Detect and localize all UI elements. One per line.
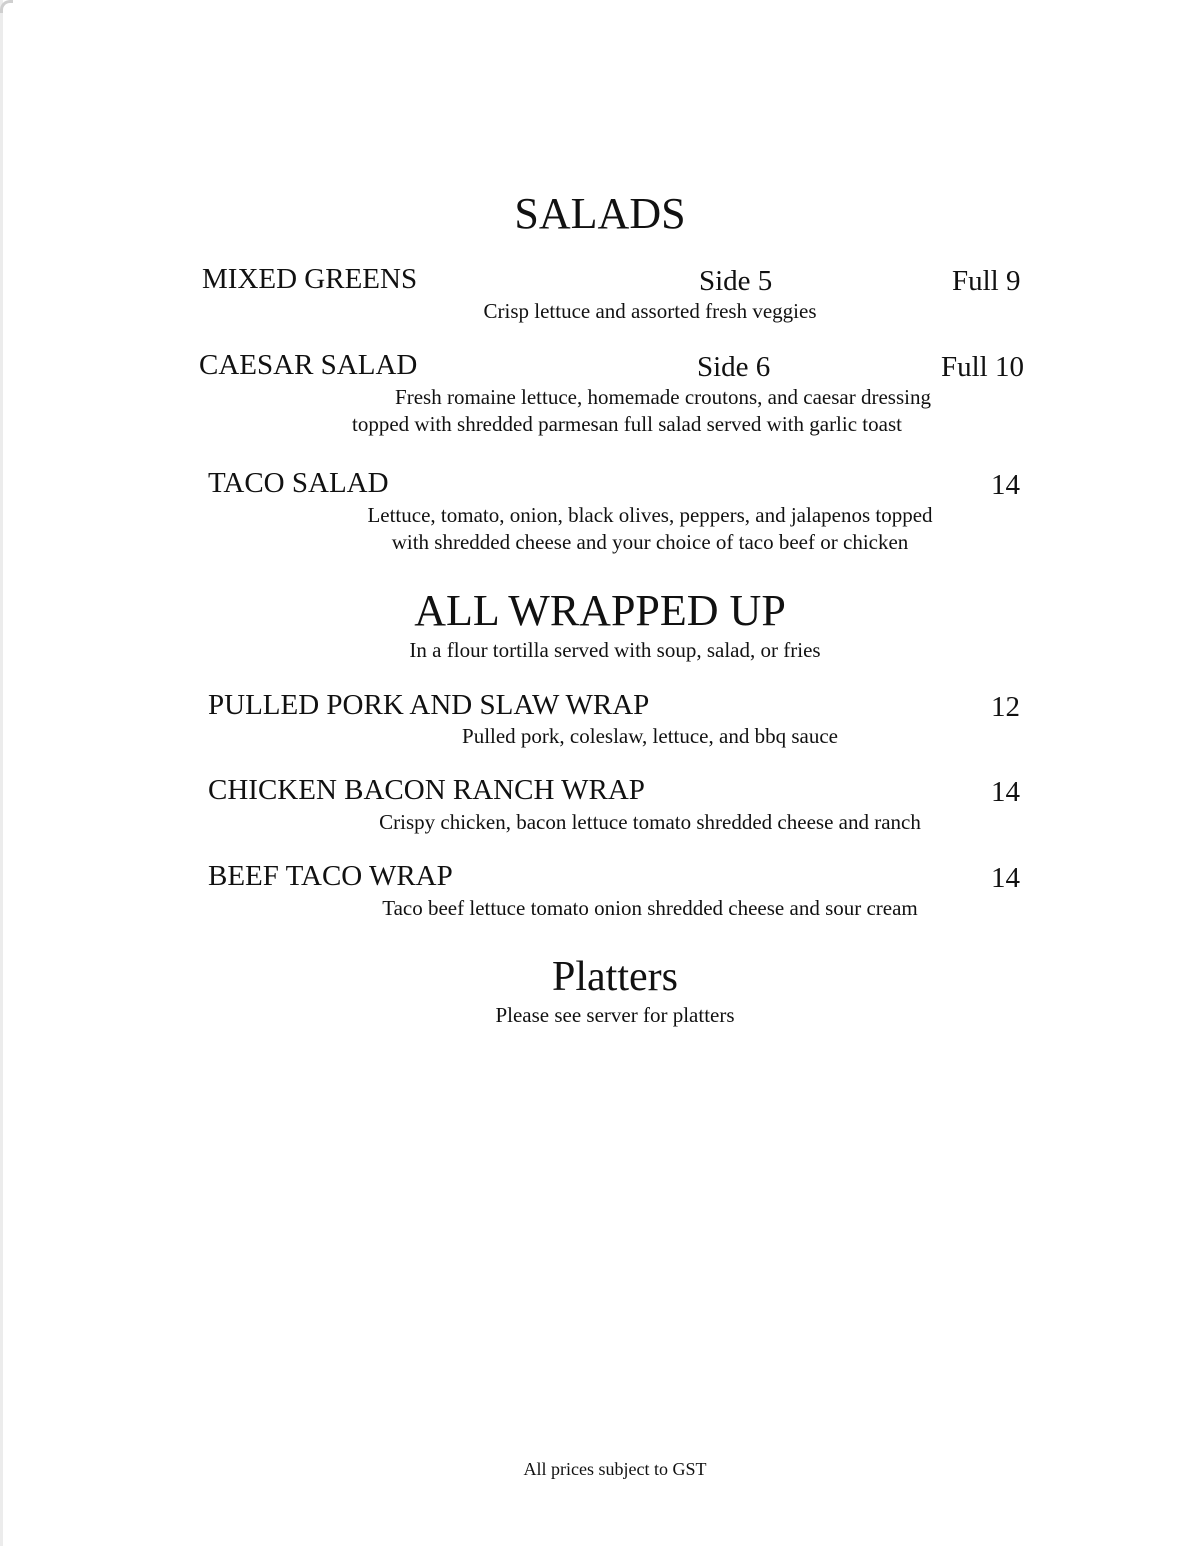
menu-item-name: CHICKEN BACON RANCH WRAP: [208, 774, 645, 806]
menu-item-description: Pulled pork, coleslaw, lettuce, and bbq sauce: [462, 724, 838, 748]
menu-item-price: 14: [991, 862, 1020, 894]
menu-item-name: BEEF TACO WRAP: [208, 860, 453, 892]
footer-note: All prices subject to GST: [523, 1459, 707, 1479]
section-subtitle-wraps: In a flour tortilla served with soup, salad, or fries: [409, 638, 821, 662]
section-title-platters: Platters: [552, 954, 678, 1000]
menu-item-description: Crisp lettuce and assorted fresh veggies: [483, 299, 817, 323]
menu-item-full-price: Full 9: [952, 265, 1021, 297]
menu-item-name: MIXED GREENS: [202, 263, 418, 295]
menu-item-price: 12: [991, 691, 1020, 723]
menu-item-side-price: Side 6: [697, 351, 771, 383]
menu-item-description: topped with shredded parmesan full salad served with garlic toast: [352, 412, 902, 436]
menu-item-price: 14: [991, 776, 1020, 808]
menu-item-description: with shredded cheese and your choice of taco beef or chicken: [391, 530, 909, 554]
menu-item-side-price: Side 5: [699, 265, 773, 297]
menu-item-description: Crispy chicken, bacon lettuce tomato shredded cheese and ranch: [379, 810, 921, 834]
menu-item-name: CAESAR SALAD: [199, 349, 418, 381]
menu-item-full-price: Full 10: [941, 351, 1024, 383]
menu-item-description: Lettuce, tomato, onion, black olives, peppers, and jalapenos topped: [367, 503, 933, 527]
scan-corner: [0, 0, 13, 13]
section-subtitle-platters: Please see server for platters: [495, 1003, 735, 1027]
menu-item-name: TACO SALAD: [208, 467, 389, 499]
menu-item-description: Fresh romaine lettuce, homemade croutons, and caesar dressing: [395, 385, 931, 409]
menu-item-description: Taco beef lettuce tomato onion shredded cheese and sour cream: [382, 896, 918, 920]
menu-item-price: 14: [991, 469, 1020, 501]
section-title-wraps: ALL WRAPPED UP: [414, 586, 786, 635]
menu-item-name: PULLED PORK AND SLAW WRAP: [208, 689, 650, 721]
section-title-salads: SALADS: [514, 189, 686, 238]
